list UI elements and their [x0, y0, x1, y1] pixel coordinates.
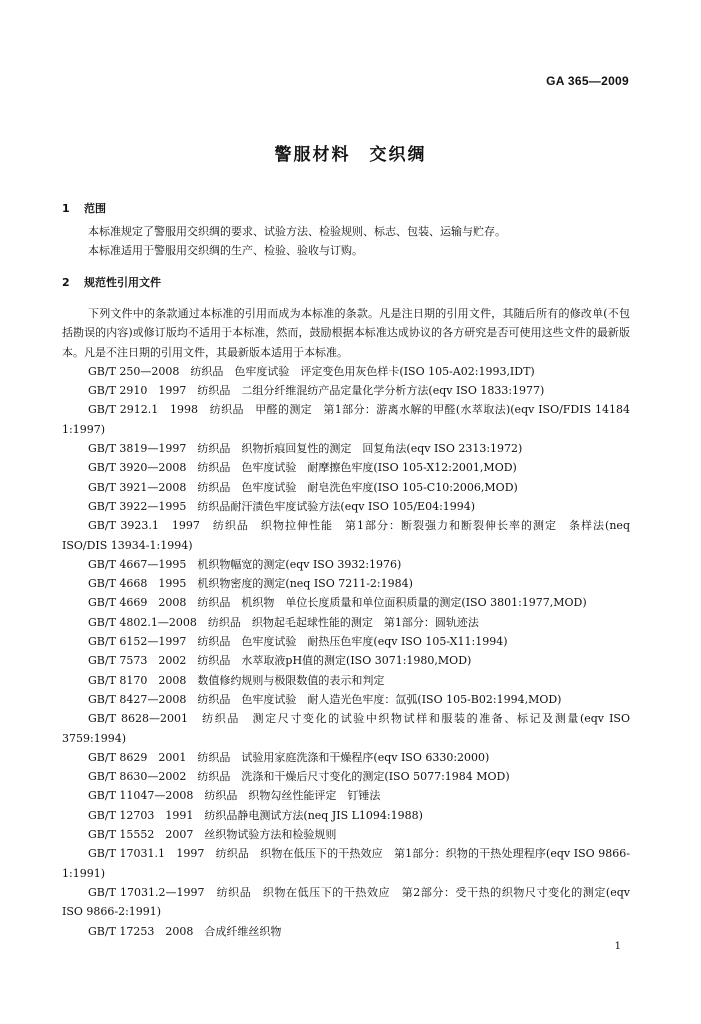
reference-item: GB/T 11047—2008 纺织品 织物勾丝性能评定 钉锤法 — [88, 789, 381, 803]
reference-item: GB/T 17031.1 1997 纺织品 织物在低压下的干热效应 第1部分：织物的干热处理程序(eqv ISO 9866-1:1991) — [62, 847, 630, 880]
section-2-intro: 下列文件中的条款通过本标准的引用而成为本标准的条款。凡是注日期的引用文件，其随后所有的修改单(不包括勘误的内容)或修订版均不适用于本标准，然而，鼓励根据本标准达成协议的各方研究是否可使用这些文件的最新版本。凡是不注日期的引用文件，其最新版本适用于本标准。 — [62, 307, 630, 359]
reference-item: GB/T 17031.2—1997 纺织品 织物在低压下的干热效应 第2部分：受干热的织物尺寸变化的测定(eqv ISO 9866-2:1991) — [62, 885, 630, 919]
reference-item: GB/T 4667—1995 机织物幅宽的测定(eqv ISO 3932:1976) — [88, 557, 402, 571]
reference-item: GB/T 4668 1995 机织物密度的测定(neq ISO 7211-2:1984) — [88, 577, 413, 591]
reference-item: GB/T 6152—1997 纺织品 色牢度试验 耐热压色牢度(eqv ISO 105-X11:1994) — [88, 635, 508, 649]
section-1-body — [62, 222, 630, 261]
section-2-number: 2 — [62, 276, 70, 289]
standard-code: GA 365—2009 — [546, 74, 629, 88]
reference-item: GB/T 3920—2008 纺织品 色牢度试验 耐摩擦色牢度(ISO 105-X12:2001,MOD) — [88, 461, 517, 475]
reference-item: GB/T 2910 1997 纺织品 二组分纤维混纺产品定量化学分析方法(eqv ISO 1833:1977) — [88, 384, 545, 398]
reference-item: GB/T 3922—1995 纺织品耐汗渍色牢度试验方法(eqv ISO 105/E04:1994) — [88, 499, 476, 513]
section-1-paragraph: 本标准适用于警服用交织绸的生产、检验、验收与订购。 — [88, 244, 363, 258]
reference-item: GB/T 8628—2001 纺织品 测定尺寸变化的试验中织物试样和服装的准备、标记及测量(eqv ISO 3759:1994) — [62, 712, 630, 745]
section-2-title: 规范性引用文件 — [84, 276, 161, 289]
document-title: 警服材料 交织绸 — [274, 145, 427, 165]
reference-item: GB/T 15552 2007 丝织物试验方法和检验规则 — [88, 828, 337, 842]
reference-item: GB/T 3921—2008 纺织品 色牢度试验 耐皂洗色牢度(ISO 105-C10:2006,MOD) — [88, 480, 518, 494]
section-1-paragraph: 本标准规定了警服用交织绸的要求、试验方法、检验规则、标志、包装、运输与贮存。 — [88, 225, 506, 238]
section-1-heading — [62, 200, 106, 216]
reference-item: GB/T 8170 2008 数值修约规则与极限数值的表示和判定 — [88, 673, 385, 687]
reference-item: GB/T 8427—2008 纺织品 色牢度试验 耐人造光色牢度：氙弧(ISO 105-B02:1994,MOD) — [88, 692, 562, 706]
reference-item: GB/T 2912.1 1998 纺织品 甲醛的测定 第1部分：游离水解的甲醛(水萃取法)(eqv ISO/FDIS 14184 1:1997) — [62, 403, 630, 436]
reference-item: GB/T 8630—2002 纺织品 洗涤和干燥后尺寸变化的测定(ISO 5077:1984 MOD) — [88, 770, 510, 784]
reference-item: GB/T 3819—1997 纺织品 织物折痕回复性的测定 回复角法(eqv ISO 2313:1972) — [88, 442, 523, 456]
reference-item: GB/T 12703 1991 纺织品静电测试方法(neq JIS L1094:1988) — [88, 808, 423, 822]
reference-item: GB/T 3923.1 1997 纺织品 织物拉伸性能 第1部分：断裂强力和断裂伸长率的测定 条样法(neq ISO/DIS 13934-1:1994) — [62, 519, 630, 552]
reference-item: GB/T 17253 2008 合成纤维丝织物 — [88, 924, 282, 938]
reference-item: GB/T 250—2008 纺织品 色牢度试验 评定变色用灰色样卡(ISO 105-A02:1993,IDT) — [88, 364, 535, 378]
section-2-heading — [62, 274, 161, 290]
section-1-number: 1 — [62, 202, 70, 215]
reference-item: GB/T 8629 2001 纺织品 试验用家庭洗涤和干燥程序(eqv ISO 6330:2000) — [88, 750, 490, 764]
section-1-title: 范围 — [84, 202, 106, 215]
reference-item: GB/T 4802.1—2008 纺织品 织物起毛起球性能的测定 第1部分：圆轨迹法 — [88, 615, 479, 629]
reference-item: GB/T 7573 2002 纺织品 水萃取液pH值的测定(ISO 3071:1980,MOD) — [88, 654, 472, 668]
reference-item: GB/T 4669 2008 纺织品 机织物 单位长度质量和单位面积质量的测定(ISO 3801:1977,MOD) — [88, 596, 587, 610]
page-number: 1 — [614, 941, 621, 952]
reference-list — [62, 362, 630, 941]
section-2-body — [62, 304, 630, 941]
